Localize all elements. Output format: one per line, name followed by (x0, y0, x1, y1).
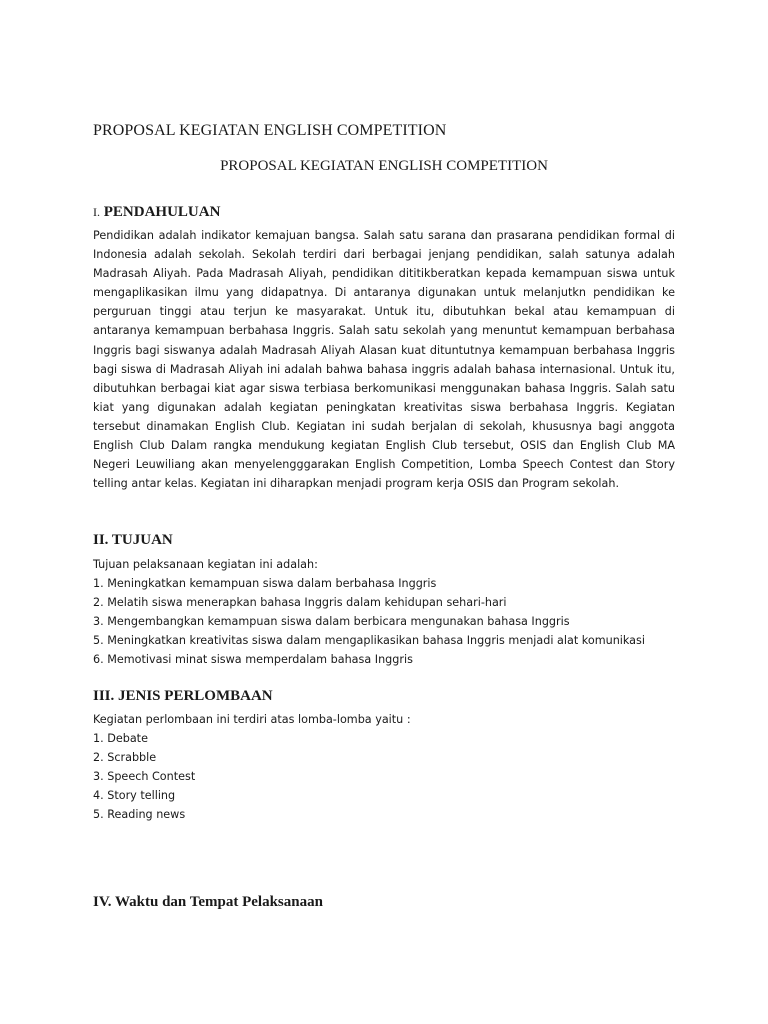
section-number: I. (93, 205, 100, 219)
document-subtitle: PROPOSAL KEGIATAN ENGLISH COMPETITION (220, 158, 548, 174)
list-tujuan (93, 555, 693, 670)
list-item: 3. Speech Contest (93, 770, 196, 784)
section-heading-text: PENDAHULUAN (103, 204, 221, 220)
list-item: 5. Reading news (93, 808, 186, 822)
list-item: 1. Debate (93, 732, 148, 746)
list-jenis-perlombaan (93, 710, 693, 825)
section-heading-jenis-perlombaan: III. JENIS PERLOMBAAN (93, 688, 273, 704)
list-item: 1. Meningkatkan kemampuan siswa dalam berbahasa Inggris (93, 577, 437, 591)
list-intro: Kegiatan perlombaan ini terdiri atas lomba-lomba yaitu : (93, 713, 411, 726)
list-item: 5. Meningkatkan kreativitas siswa dalam mengaplikasikan bahasa Inggris menjadi alat komunikasi (93, 634, 645, 648)
section-heading-tujuan: II. TUJUAN (93, 532, 173, 548)
section-paragraph-pendahuluan: Pendidikan adalah indikator kemajuan bangsa. Salah satu sarana dan prasarana pendidikan formal di Indonesia adalah sekolah. Sekolah terdiri dari berbagai jenjang pendidikan, salah satunya adalah Madrasah Aliyah. Pada Madrasah Aliyah, pendidikan dititikberatkan kepada kemampuan siswa untuk mengaplikasikan ilmu yang didapatnya. Di antaranya digunakan untuk melanjutkn pendidikan ke perguruan tinggi atau terjun ke masyarakat. Untuk itu, dibutuhkan bekal atau kemampuan di antaranya kemampuan berbahasa Inggris. Salah satu sekolah yang menuntut kemampuan berbahasa Inggris bagi siswanya adalah Madrasah Aliyah Alasan kuat dituntutnya kemampuan berbahasa Inggris bagi siswa di Madrasah Aliyah ini adalah bahwa bahasa inggris adalah bahasa internasional. Untuk itu, dibutuhkan berbagai kiat agar siswa terbiasa berkomunikasi menggunakan bahasa Inggris. Salah satu kiat yang digunakan adalah kegiatan peningkatan kreativitas siswa berbahasa Inggris. Kegiatan tersebut dinamakan English Club. Kegiatan ini sudah berjalan di sekolah, khususnya bagi anggota English Club Dalam rangka mendukung kegiatan English Club tersebut, OSIS dan English Club MA Negeri Leuwiliang akan menyelengggarakan English Competition, Lomba Speech Contest dan Story telling antar kelas. Kegiatan ini diharapkan menjadi program kerja OSIS dan Program sekolah. (93, 229, 675, 491)
section-heading-waktu-tempat: IV. Waktu dan Tempat Pelaksanaan (93, 894, 323, 910)
list-intro: Tujuan pelaksanaan kegiatan ini adalah: (93, 558, 318, 571)
section-heading-pendahuluan (93, 204, 220, 221)
list-item: 3. Mengembangkan kemampuan siswa dalam berbicara mengunakan bahasa Inggris (93, 615, 570, 629)
list-item: 6. Memotivasi minat siswa memperdalam bahasa Inggris (93, 653, 413, 667)
list-item: 2. Scrabble (93, 751, 157, 765)
list-item: 2. Melatih siswa menerapkan bahasa Inggris dalam kehidupan sehari-hari (93, 596, 507, 610)
list-item: 4. Story telling (93, 789, 176, 803)
document-title: PROPOSAL KEGIATAN ENGLISH COMPETITION (93, 122, 447, 139)
